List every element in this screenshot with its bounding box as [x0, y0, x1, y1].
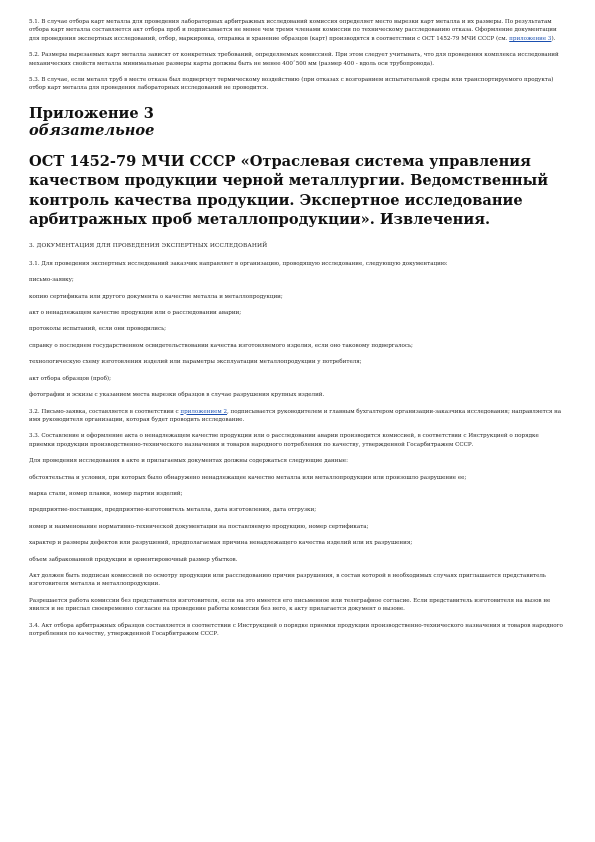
appendix-2-link[interactable]: приложением 2	[180, 408, 228, 415]
paragraph-text: 3.2. Письмо-заявка, составляется в соответствии с	[29, 408, 181, 415]
paragraph-5-1	[29, 18, 566, 43]
paragraph-text: 5.1. В случае отбора карт металла для проведения лабораторных арбитражных исследований комиссия определяет место вырезки карт металла и их размеры. По результатам отбора карт металла составляется акт отбора проб и подписывается не менее чем тремя членами комиссии по техническому расследованию отказа. Оформление документации для проведения экспертных исследований, отбор, маркировка, отправка и хранение образцов (карт) производятся в соответствии с ОСТ 1452-79 МЧИ СССР (см.	[29, 19, 557, 42]
list-item: акт отбора образцов (проб);	[29, 375, 111, 382]
appendix-title: Приложение 3	[29, 104, 154, 122]
paragraph-3-3: 3.3. Составление и оформление акта о ненадлежащем качестве продукции или о расследовании аварии производится комиссией, в соответствии с Инструкцией о порядке приемки продукции производственно-технического назначения и товаров народного потребления по качеству, утвержденной Госарбитражем СССР.	[29, 433, 539, 448]
paragraph-5-3: 5.3. В случае, если металл труб в месте отказа был подвергнут термическому воздействию (при отказах с возгоранием испытательной среды или транспортируемого продукта) отбор карт металла для проведения лабораторных исследований не проводится.	[29, 77, 554, 92]
paragraph-tail: ).	[551, 35, 556, 42]
list-item: объем забракованной продукции и ориентировочный размер убытков.	[29, 556, 238, 563]
paragraph-5-2: 5.2. Размеры вырезаемых карт металла зависят от конкретных требований, определяемых комиссией. При этом следует учитывать, что для проведения комплекса исследований механических свойств металла минимальные размеры карты должны быть не менее 400ˆ500 мм (размер 400 - вдоль оси трубопровода).	[29, 52, 559, 67]
list-item: технологическую схему изготовления изделий или параметры эксплуатации металлопродукции у потребителя;	[29, 359, 362, 366]
list-item: справку о последнем государственном освидетельствовании качества изготовляемого изделия, если оно таковому подвергалось;	[29, 342, 413, 349]
list-item: копию сертификата или другого документа о качестве металла и металлопродукции;	[29, 293, 283, 300]
list-item: фотографии и эскизы с указанием места вырезки образцов в случае разрушения крупных изделий.	[29, 392, 325, 399]
paragraph-3-1: 3.1. Для проведения экспертных исследований заказчик направляет в организацию, проводящую исследование, следующую документацию:	[29, 260, 448, 267]
section-heading: 3. ДОКУМЕНТАЦИЯ ДЛЯ ПРОВЕДЕНИЯ ЭКСПЕРТНЫХ ИССЛЕДОВАНИЙ	[29, 242, 268, 249]
list-item: письмо-заявку;	[29, 277, 74, 284]
document-title: ОСТ 1452-79 МЧИ СССР «Отраслевая система управления качеством продукции черной металлургии. Ведомственный контроль качества продукции. Экспертное исследование арбитражных проб металлопродукции». Извлечения.	[29, 152, 549, 229]
paragraph-act-signing: Акт должен быть подписан комиссией по осмотру продукции или расследованию причин разрушения, в состав которой в необходимых случаях приглашается представитель изготовителя металла и металлопродукции.	[29, 572, 546, 588]
paragraph-tail: , подписывается руководителем и главным бухгалтером организации-заказчика исследования; направляется на имя руководителя организации, которая будет проводить исследование.	[29, 408, 562, 423]
paragraph-3-4: 3.4. Акт отбора арбитражных образцов составляется в соответствии с Инструкцией о порядке приемки продукции производственно-технического назначения и товаров народного потребления по качеству, утвержденной Госарбитражем СССР.	[29, 622, 563, 637]
paragraph-commission-permit: Разрешается работа комиссии без представителя изготовителя, если на это имеется его письменное или телеграфное согласие. Если представитель изготовителя на вызов не явился и не прислал своевременно согласие на проведение работы комиссии без него, к акту прилагается документ о вызове.	[29, 597, 551, 613]
list-item: предприятие-поставщик, предприятие-изготовитель металла, дата изготовления, дата отгрузки;	[29, 507, 317, 514]
appendix-subtitle: обязательное	[29, 121, 155, 139]
paragraph-3-2	[29, 408, 566, 425]
list-item: характер и размеры дефектов или разрушений, предполагаемая причина ненадлежащего качества изделий или их разрушения;	[29, 540, 413, 547]
paragraph-required-data: Для проведения исследования в акте и прилагаемых документах должны содержаться следующие данные:	[29, 458, 348, 465]
paragraph-circumstances: обстоятельства и условия, при которых было обнаружено ненадлежащее качество металла или металлопродукции или произошло разрушение ее;	[29, 474, 467, 481]
appendix-3-link[interactable]: приложение 3	[509, 35, 552, 42]
list-item: номер и наименование нормативно-технической документации на поставляемую продукцию, номер сертификата;	[29, 523, 369, 530]
list-item: акт о ненадлежащем качестве продукции или о расследовании аварии;	[29, 310, 242, 317]
list-item: марка стали, номер плавки, номер партии изделий;	[29, 490, 183, 497]
list-item: протоколы испытаний, если они проводились;	[29, 326, 166, 333]
